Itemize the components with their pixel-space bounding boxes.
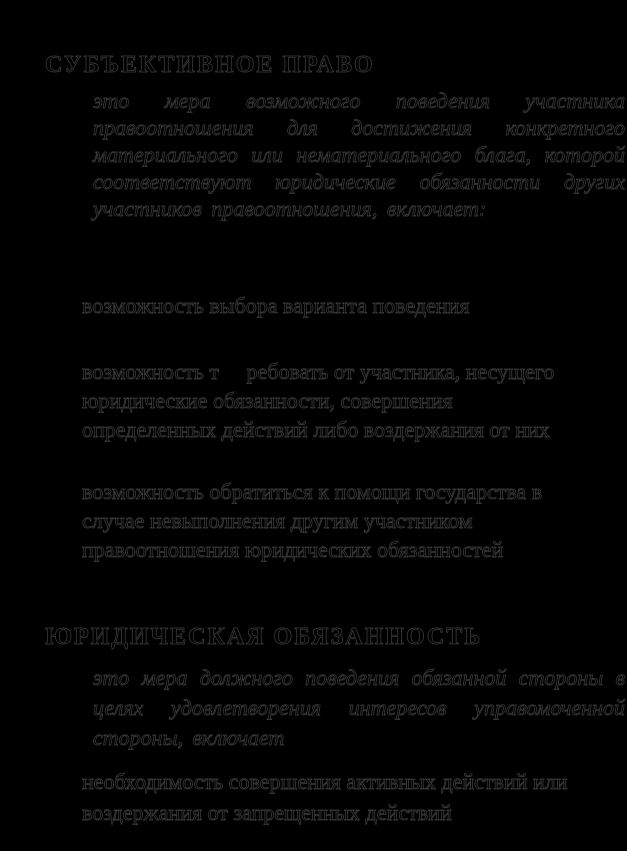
- subjective-right-item-state-help: возможность обратиться к помощи государства в случае невыполнения другим участником правоотношения юридических обязанностей: [82, 479, 543, 562]
- subjective-right-item-demand: возможность т ребовать от участника, несущего юридические обязанности, совершения определенных действий либо воздержания от них: [82, 359, 555, 442]
- subjective-right-definition: это мера возможного поведения участника правоотношения для достижения конкретного материального или нематериального блага, которой соответствуют юридические обязанности других участников правоотношения, включает:: [93, 88, 625, 221]
- subjective-right-item-choice: возможность выбора варианта поведения: [82, 293, 470, 318]
- section-subjective-right-heading: СУБЪЕКТИВНОЕ ПРАВО: [45, 52, 375, 78]
- section-legal-obligation-heading: ЮРИДИЧЕСКАЯ ОБЯЗАННОСТЬ: [45, 624, 483, 650]
- legal-obligation-item-actions: необходимость совершения активных действий или воздержания от запрещенных действий: [82, 769, 568, 825]
- legal-obligation-definition: это мера должного поведения обязанной стороны в целях удовлетворения интересов управомоченной стороны, включает: [93, 665, 625, 750]
